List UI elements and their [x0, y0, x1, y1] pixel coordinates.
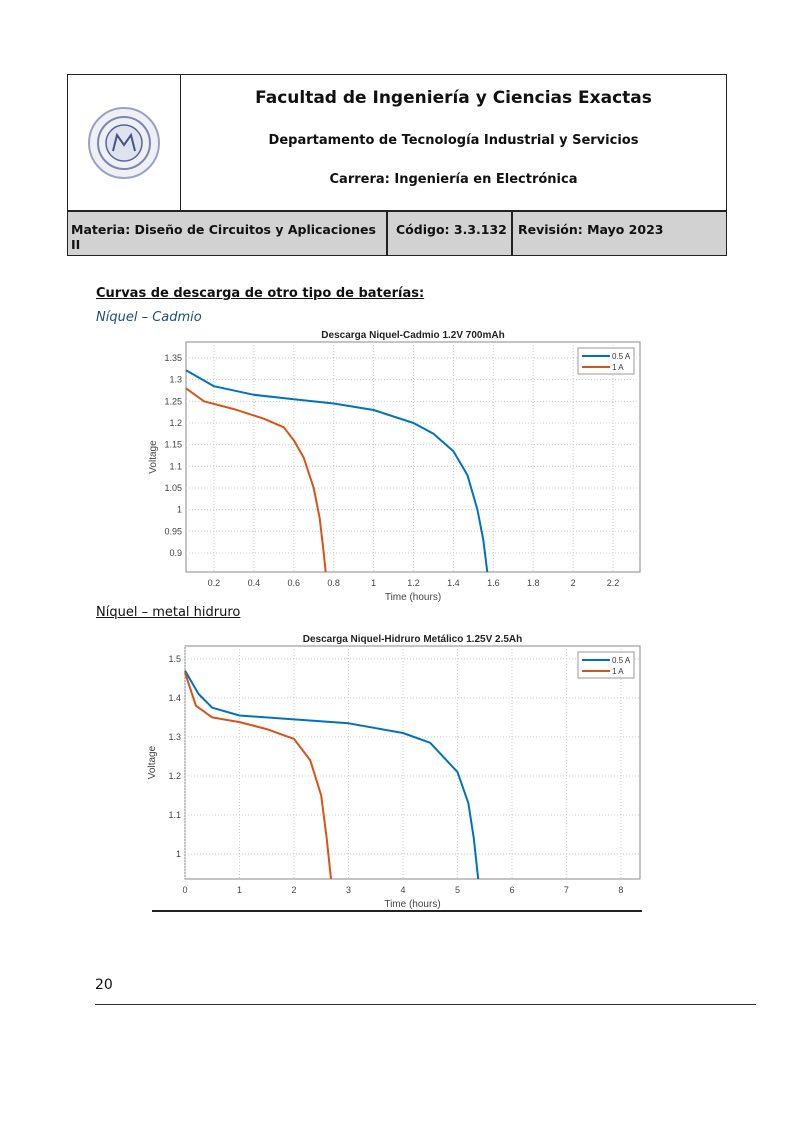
y-tick-label: 1.2: [168, 770, 181, 781]
chart-title: Descarga Niquel-Cadmio 1.2V 700mAh: [321, 330, 505, 341]
career-title: Carrera: Ingeniería en Electrónica: [329, 172, 578, 187]
y-tick-label: 1.35: [164, 353, 182, 364]
code-cell: Código: 3.3.132: [388, 212, 513, 255]
faculty-title: Facultad de Ingeniería y Ciencias Exactas: [255, 88, 652, 108]
x-tick-label: 0.4: [247, 578, 261, 588]
x-tick-label: 7: [563, 885, 569, 895]
x-tick-label: 6: [509, 885, 515, 895]
x-tick-label: 0: [182, 885, 188, 895]
y-tick-label: 0.95: [164, 526, 182, 537]
x-tick-label: 2.2: [606, 578, 620, 588]
x-tick-label: 1.8: [526, 578, 540, 588]
x-tick-label: 1.4: [447, 578, 460, 588]
y-tick-label: 1.1: [169, 461, 182, 472]
y-tick-label: 1.25: [164, 396, 182, 407]
x-tick-label: 0.2: [207, 578, 221, 588]
chart-bottom-rule: [152, 910, 642, 912]
y-tick-label: 1.15: [164, 439, 182, 450]
legend-label: 0.5 A: [612, 656, 631, 665]
title-cell: [181, 75, 726, 210]
y-tick-label: 1.3: [169, 374, 182, 385]
y-tick-label: 1.1: [168, 809, 181, 820]
y-tick-label: 1.4: [168, 692, 181, 703]
subject-info-row: [68, 210, 726, 255]
legend-label: 1 A: [612, 667, 624, 676]
revision-cell: Revisión: Mayo 2023: [518, 222, 664, 237]
page-number: 20: [95, 977, 113, 993]
department-title: Departamento de Tecnología Industrial y Servicios: [268, 133, 639, 148]
x-tick-label: 2: [570, 578, 576, 588]
y-tick-label: 1: [176, 504, 182, 515]
chart-title: Descarga Niquel-Hidruro Metálico 1.25V 2.5Ah: [302, 634, 523, 645]
footer-rule: [95, 1004, 756, 1005]
x-tick-label: 8: [618, 885, 624, 895]
y-tick-label: 1.3: [168, 731, 181, 742]
nicd-discharge-chart: [140, 325, 650, 603]
y-axis-label: Voltage: [147, 745, 158, 780]
x-tick-label: 3: [345, 885, 351, 895]
subsection-nicd: Níquel – Cadmio: [96, 310, 202, 325]
x-tick-label: 1.2: [407, 578, 420, 588]
subject-cell: Materia: Diseño de Circuitos y Aplicaciones II: [68, 212, 388, 255]
legend-label: 1 A: [612, 363, 624, 372]
y-axis-label: Voltage: [148, 440, 159, 474]
x-tick-label: 0.8: [327, 578, 340, 588]
x-tick-label: 1: [371, 578, 377, 588]
x-tick-label: 0.6: [287, 578, 301, 588]
nimh-discharge-chart: [140, 630, 650, 915]
x-tick-label: 2: [291, 885, 297, 895]
section-title: Curvas de descarga de otro tipo de baterías:: [96, 286, 425, 301]
x-axis-label: Time (hours): [384, 899, 441, 910]
y-tick-label: 1.2: [169, 417, 182, 428]
x-axis-label: Time (hours): [384, 592, 442, 603]
x-tick-label: 1.6: [487, 578, 500, 588]
university-seal-logo: [86, 105, 162, 181]
y-tick-label: 0.9: [169, 547, 182, 558]
subsection-nimh: Níquel – metal hidruro: [96, 605, 241, 620]
x-tick-label: 5: [454, 885, 460, 895]
y-tick-label: 1.05: [164, 482, 182, 493]
legend-label: 0.5 A: [612, 352, 631, 361]
y-tick-label: 1: [175, 849, 181, 860]
plot-area: [185, 646, 640, 879]
x-tick-label: 1: [236, 885, 242, 895]
logo-cell: [68, 75, 181, 210]
x-tick-label: 4: [400, 885, 406, 895]
y-tick-label: 1.5: [168, 653, 181, 664]
document-header: [67, 74, 727, 256]
